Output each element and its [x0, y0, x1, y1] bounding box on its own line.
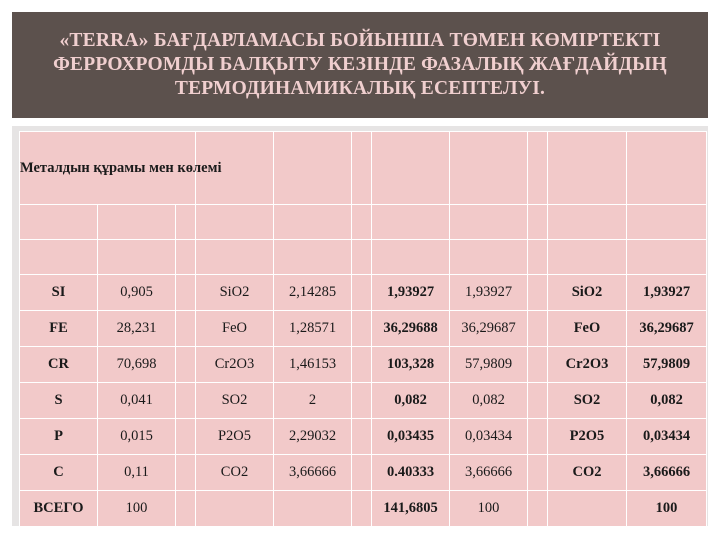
- table-cell: [352, 383, 372, 419]
- table-cell: [352, 311, 372, 347]
- table-cell: 1,93927: [372, 275, 450, 311]
- table-cell: [274, 240, 352, 275]
- table-cell: CO2: [196, 455, 274, 491]
- table-cell: [372, 205, 450, 240]
- table-cell: Cr2O3: [196, 347, 274, 383]
- table-cell: [627, 240, 707, 275]
- table-cell: 100: [98, 491, 176, 527]
- table-cell: 1,46153: [274, 347, 352, 383]
- table-cell: [176, 347, 196, 383]
- table-cell: [352, 275, 372, 311]
- table-cell: 100: [450, 491, 528, 527]
- table-row: [20, 275, 707, 311]
- table-cell: 70,698: [98, 347, 176, 383]
- table-cell: [450, 240, 528, 275]
- table-cell: ВСЕГО: [20, 491, 98, 527]
- table-cell: [196, 205, 274, 240]
- table-cell: 57,9809: [450, 347, 528, 383]
- table-cell: [450, 132, 528, 205]
- table-row: [20, 419, 707, 455]
- table-cell: [548, 205, 627, 240]
- table-cell: [20, 205, 98, 240]
- table-cell: [548, 240, 627, 275]
- slide-title: «TERRA» БАҒДАРЛАМАСЫ БОЙЫНША ТӨМЕН КӨМІРТЕКТІ ФЕРРОХРОМДЫ БАЛҚЫТУ КЕЗІНДЕ ФАЗАЛЫҚ ЖАҒДАЙДЫҢ ТЕРМОДИНАМИКАЛЫҚ ЕСЕПТЕЛУІ.: [53, 30, 667, 99]
- table-cell: SO2: [548, 383, 627, 419]
- table-cell: [528, 132, 548, 205]
- table-cell: 3,66666: [627, 455, 707, 491]
- table-cell: [176, 455, 196, 491]
- table-cell: [352, 205, 372, 240]
- table-cell: [528, 205, 548, 240]
- table-cell: [548, 491, 627, 527]
- table-cell: [196, 240, 274, 275]
- table-cell: FeO: [196, 311, 274, 347]
- table-cell: 0,015: [98, 419, 176, 455]
- table-cell: 0,03434: [627, 419, 707, 455]
- table-cell: [274, 491, 352, 527]
- table-cell: 3,66666: [450, 455, 528, 491]
- table-cell: 0,041: [98, 383, 176, 419]
- table-cell: 36,29687: [450, 311, 528, 347]
- table-cell: 2,14285: [274, 275, 352, 311]
- table-cell: [528, 240, 548, 275]
- table-cell: P: [20, 419, 98, 455]
- table-cell: SiO2: [548, 275, 627, 311]
- table-cell: SI: [20, 275, 98, 311]
- table-cell: P2O5: [196, 419, 274, 455]
- table-cell: [528, 275, 548, 311]
- table-cell: [274, 205, 352, 240]
- table-cell: [176, 491, 196, 527]
- table-cell: 3,66666: [274, 455, 352, 491]
- table-cell: SiO2: [196, 275, 274, 311]
- table-cell: [176, 205, 196, 240]
- table-cell: [352, 132, 372, 205]
- table-cell: [372, 132, 450, 205]
- table-row: [20, 311, 707, 347]
- table-cell: S: [20, 383, 98, 419]
- table-header-row: [20, 132, 707, 205]
- table-cell: FE: [20, 311, 98, 347]
- table-cell: [98, 205, 176, 240]
- table-cell: FeO: [548, 311, 627, 347]
- table-row: [20, 491, 707, 527]
- table-cell: [176, 311, 196, 347]
- table-cell: 1,28571: [274, 311, 352, 347]
- table-cell: 2,29032: [274, 419, 352, 455]
- table-cell: 141,6805: [372, 491, 450, 527]
- table-cell: [20, 240, 98, 275]
- table-cell: 1,93927: [627, 275, 707, 311]
- table-cell: 0.40333: [372, 455, 450, 491]
- table-row: [20, 383, 707, 419]
- table-cell: 100: [627, 491, 707, 527]
- table-cell: 36,29688: [372, 311, 450, 347]
- table-cell: 0,11: [98, 455, 176, 491]
- table-cell: SO2: [196, 383, 274, 419]
- table-cell: [352, 419, 372, 455]
- table-row: [20, 347, 707, 383]
- table-empty-row: [20, 205, 707, 240]
- table-cell: [196, 491, 274, 527]
- table-cell: CR: [20, 347, 98, 383]
- table-cell: 0,03435: [372, 419, 450, 455]
- table-cell: 28,231: [98, 311, 176, 347]
- table-cell: 0,082: [450, 383, 528, 419]
- table-cell: [176, 240, 196, 275]
- table-cell: 1,93927: [450, 275, 528, 311]
- table-cell: C: [20, 455, 98, 491]
- table-cell: CO2: [548, 455, 627, 491]
- table-cell: [372, 240, 450, 275]
- table-frame: [12, 126, 708, 526]
- table-cell: [352, 240, 372, 275]
- table-cell: 57,9809: [627, 347, 707, 383]
- table-cell: [627, 205, 707, 240]
- composition-table: [19, 131, 707, 527]
- table-cell: [98, 240, 176, 275]
- table-cell: P2O5: [548, 419, 627, 455]
- table-cell: 0,03434: [450, 419, 528, 455]
- table-cell: [627, 132, 707, 205]
- table-cell: [176, 419, 196, 455]
- table-cell: 103,328: [372, 347, 450, 383]
- table-empty-row: [20, 240, 707, 275]
- title-banner: [12, 12, 708, 118]
- table-cell: [528, 311, 548, 347]
- table-cell: [176, 383, 196, 419]
- table-cell: [528, 491, 548, 527]
- table-cell: [352, 491, 372, 527]
- table-cell: [450, 205, 528, 240]
- table-cell: [528, 383, 548, 419]
- table-cell: 0,082: [372, 383, 450, 419]
- table-cell: [352, 455, 372, 491]
- table-cell: [548, 132, 627, 205]
- table-cell: [528, 347, 548, 383]
- table-cell: 0,082: [627, 383, 707, 419]
- table-cell: [176, 275, 196, 311]
- table-cell: 36,29687: [627, 311, 707, 347]
- table-cell: 2: [274, 383, 352, 419]
- table-cell: 0,905: [98, 275, 176, 311]
- table-cell: [352, 347, 372, 383]
- table-cell: [528, 419, 548, 455]
- table-row: [20, 455, 707, 491]
- table-header-cell: Металдын құрамы мен көлемі: [20, 132, 196, 205]
- table-cell: Cr2O3: [548, 347, 627, 383]
- table-cell: [274, 132, 352, 205]
- table-cell: [528, 455, 548, 491]
